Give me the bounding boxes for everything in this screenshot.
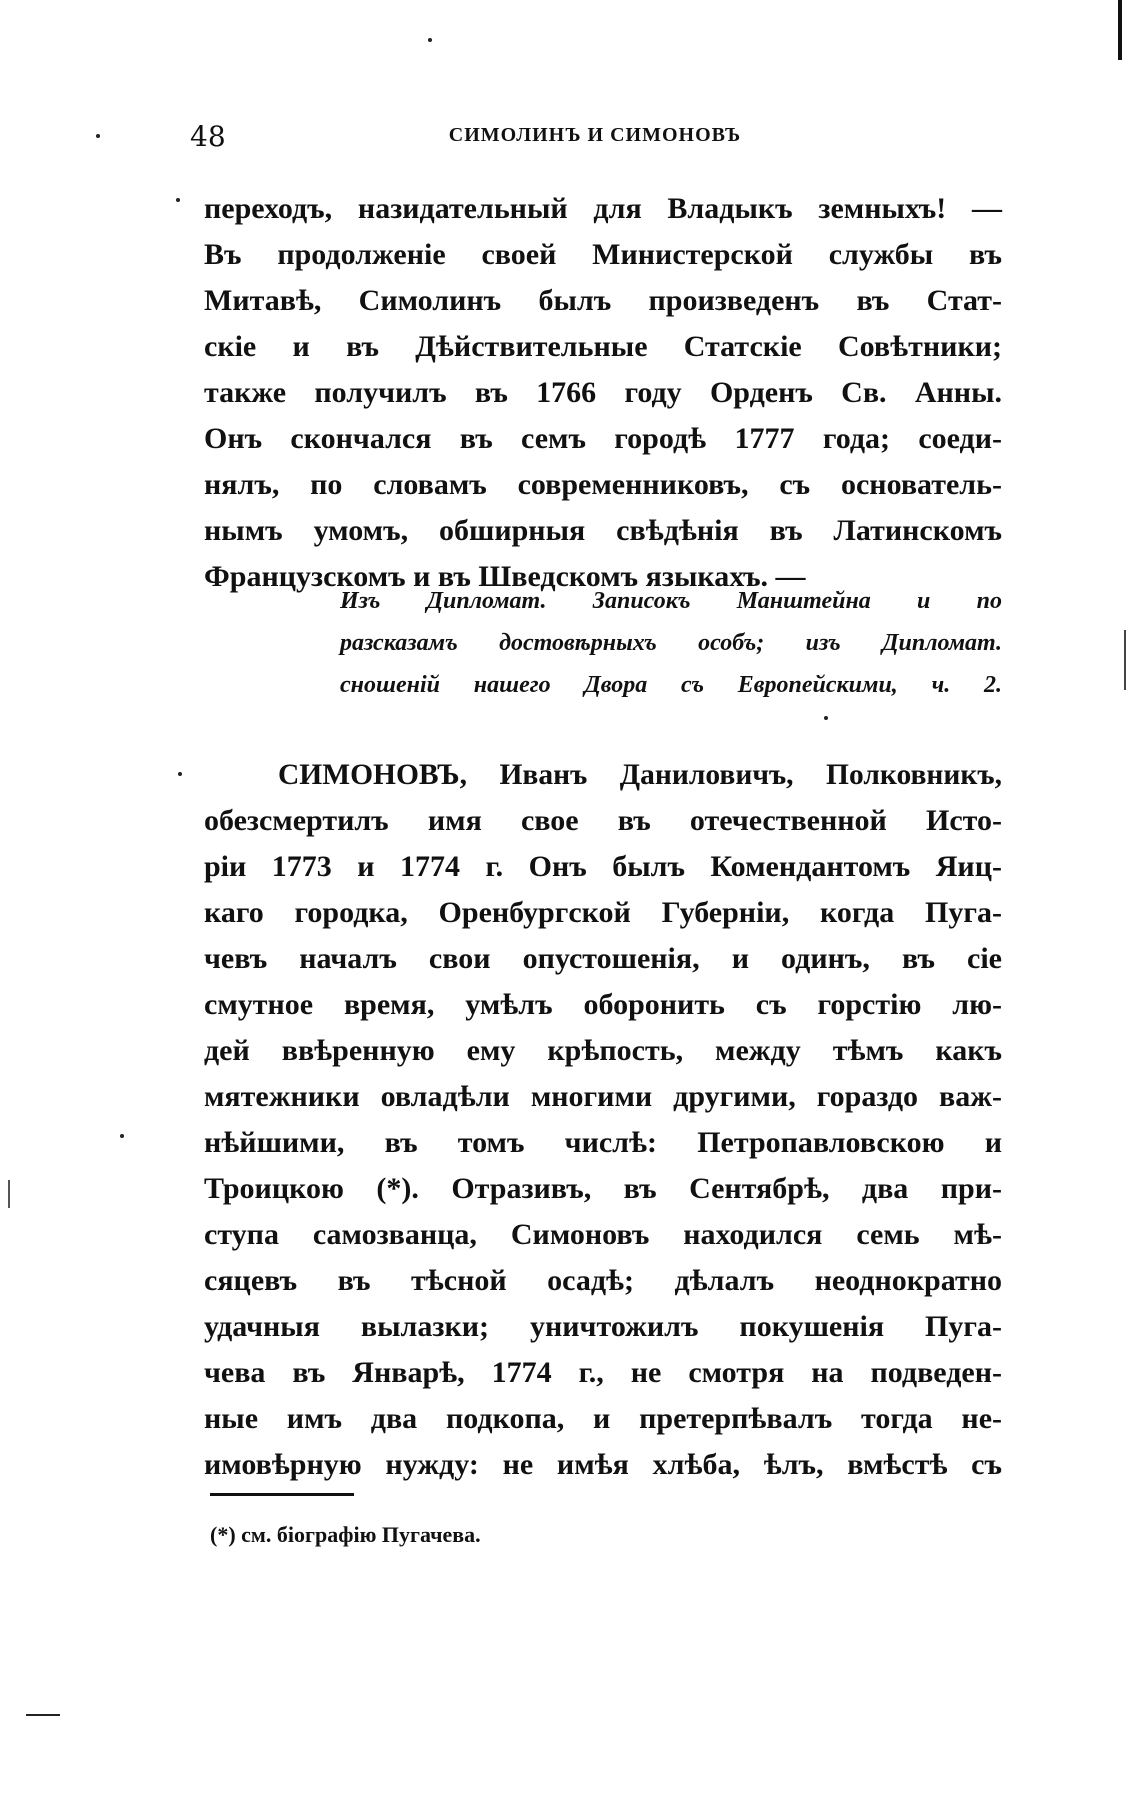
scan-speck [96,134,100,138]
scan-mark [26,1714,60,1716]
footnote: (*) см. біографію Пугачева. [210,1522,481,1547]
running-head: СИМОЛИНЪ И СИМОНОВЪ [448,124,742,146]
text-line: сяцевъ въ тѣсной осадѣ; дѣлалъ неоднократно [204,1264,1002,1297]
citation-line: сношеній нашего Двора съ Европейскими, ч. 2. [340,672,1002,698]
text-line: СИМОНОВЪ, Иванъ Даниловичъ, Полковникъ, [278,759,1002,791]
scan-speck [178,772,182,776]
text-line: ступа самозванца, Симоновъ находился семь мѣ- [204,1218,1002,1251]
text-line: ные имъ два подкопа, и претерпѣвалъ тогда не- [204,1402,1002,1435]
scan-speck [120,1134,124,1138]
text-line: Митавѣ, Симолинъ былъ произведенъ въ Стат- [204,284,1002,317]
text-line: смутное время, умѣлъ оборонить съ горстію лю- [204,988,1002,1021]
text-line: чева въ Январѣ, 1774 г., не смотря на подведен- [204,1356,1002,1389]
text-line: чевъ началъ свои опустошенія, и одинъ, въ сіе [204,942,1002,975]
source-citation [340,580,1002,706]
page-edge-mark [1118,0,1122,60]
paragraph-simolin-end [204,186,1002,600]
text-line: удачныя вылазки; уничтожилъ покушенія Пуга- [204,1310,1002,1343]
text-line: нымъ умомъ, обширныя свѣдѣнія въ Латинскомъ [204,514,1002,547]
text-line: обезсмертилъ имя свое въ отечественной Исто- [204,804,1002,837]
text-line: Въ продолженіе своей Министерской службы въ [204,238,1002,271]
scan-speck [428,38,432,42]
page-number: 48 [190,120,226,153]
page-header [190,120,1000,160]
page-edge-mark [1124,630,1126,690]
citation-line: Изъ Дипломат. Записокъ Манштейна и по [340,588,1002,614]
text-line: Троицкою (*). Отразивъ, въ Сентябрѣ, два при- [204,1172,1002,1205]
paragraph-simonov [204,752,1002,1488]
text-line: также получилъ въ 1766 году Орденъ Св. Анны. [204,376,1002,409]
text-line: нялъ, по словамъ современниковъ, съ основатель- [204,468,1002,501]
text-line: имовѣрную нужду: не имѣя хлѣба, ѣлъ, вмѣстѣ съ [204,1448,1002,1481]
footnote-rule [210,1493,354,1496]
text-line: ріи 1773 и 1774 г. Онъ былъ Комендантомъ Яиц- [204,850,1002,883]
text-line: нѣйшими, въ томъ числѣ: Петропавловскою и [204,1126,1002,1159]
text-line: скіе и въ Дѣйствительные Статскіе Совѣтники; [204,330,1002,363]
citation-line: разсказамъ достовѣрныхъ особъ; изъ Дипломат. [340,630,1002,656]
scan-speck [824,716,828,720]
text-line: Онъ скончался въ семъ городѣ 1777 года; соеди- [204,422,1002,455]
text-line: переходъ, назидательный для Владыкъ земныхъ! — [204,192,1002,225]
text-line: Французскомъ и въ Шведскомъ языкахъ. — [204,560,806,593]
scan-speck [176,198,180,202]
text-line: каго городка, Оренбургской Губерніи, когда Пуга- [204,896,1002,929]
text-line: дей ввѣренную ему крѣпость, между тѣмъ какъ [204,1034,1002,1067]
scan-mark [8,1180,10,1208]
text-line: мятежники овладѣли многими другими, гораздо важ- [204,1080,1002,1113]
